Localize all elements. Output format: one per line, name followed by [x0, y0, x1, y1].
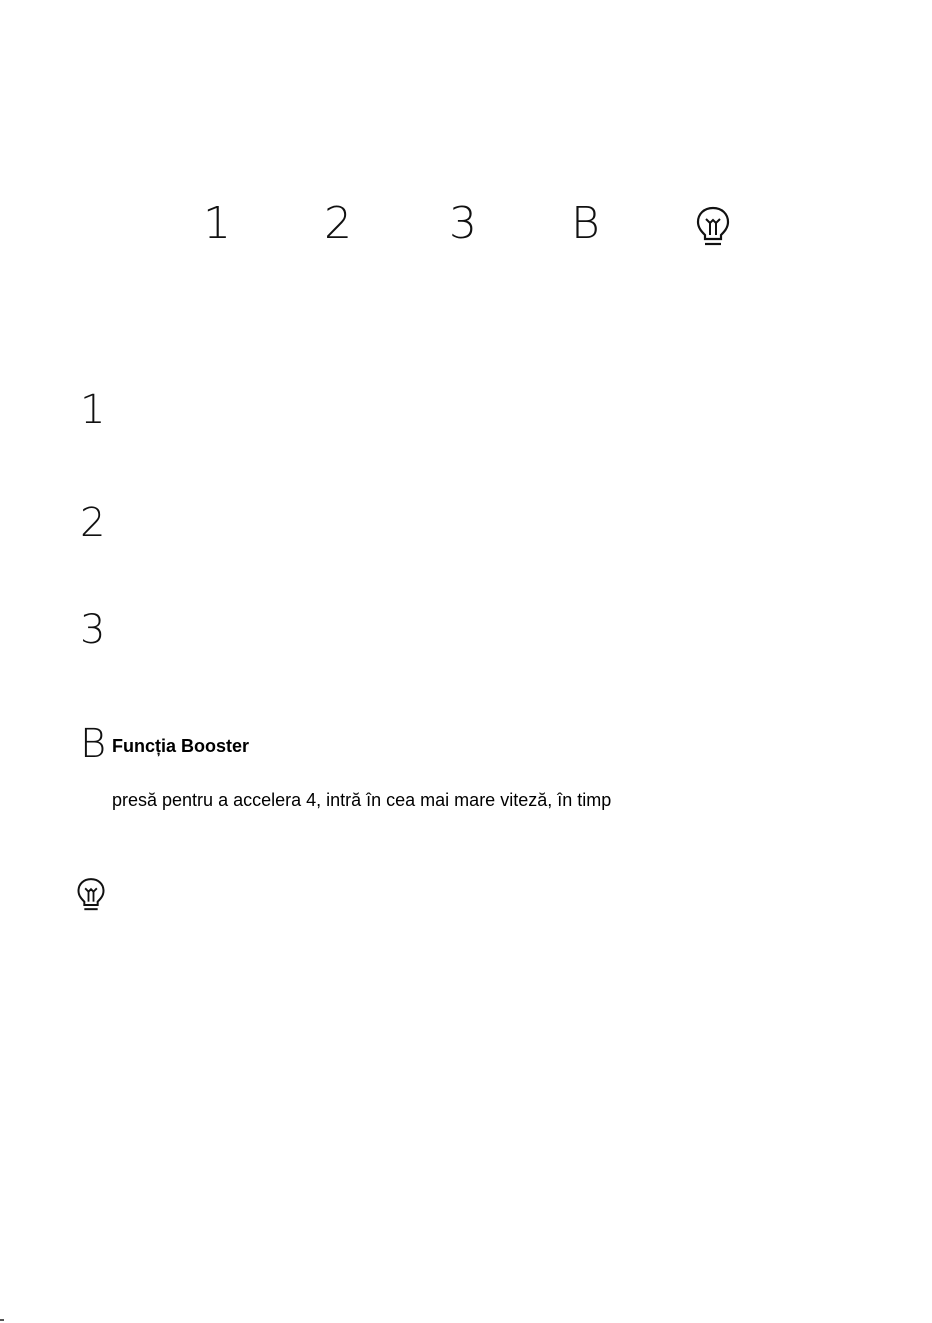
- legend-light-symbol: [76, 876, 106, 914]
- booster-description: presă pentru a accelera 4, intră în cea mai mare viteză, în timp: [112, 790, 612, 810]
- speed-1-button[interactable]: 1: [203, 198, 231, 249]
- legend-symbol-1: 1: [80, 387, 106, 433]
- speed-3-button[interactable]: 3: [449, 198, 477, 249]
- legend-symbol-3: 3: [80, 607, 106, 653]
- light-bulb-icon: [695, 205, 731, 249]
- legend-symbol-b: B: [80, 721, 107, 767]
- speed-2-button[interactable]: 2: [324, 198, 352, 249]
- light-bulb-icon: [76, 876, 106, 914]
- legend-symbol-2: 2: [80, 500, 106, 546]
- page-corner-mark: [0, 1319, 4, 1321]
- booster-title: Funcția Booster: [112, 736, 250, 756]
- light-button[interactable]: [695, 205, 731, 249]
- booster-button[interactable]: B: [571, 198, 600, 249]
